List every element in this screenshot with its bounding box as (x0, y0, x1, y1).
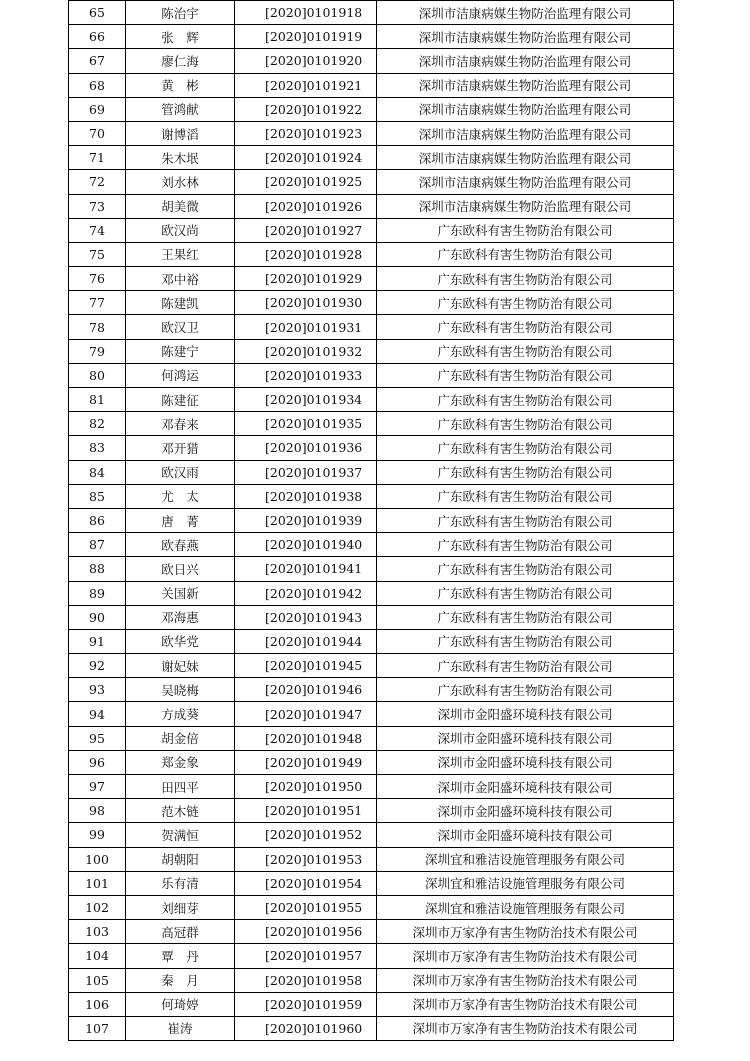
certificate-number: [2020]0101929 (235, 267, 377, 291)
person-name: 邓春来 (126, 412, 235, 436)
person-name: 尤 太 (126, 484, 235, 508)
organization-name: 广东欧科有害生物防治有限公司 (377, 388, 674, 412)
organization-name: 广东欧科有害生物防治有限公司 (377, 412, 674, 436)
row-number: 79 (69, 339, 126, 363)
organization-name: 深圳宜和雅洁设施管理服务有限公司 (377, 895, 674, 919)
certificate-number: [2020]0101938 (235, 484, 377, 508)
person-name: 欧华党 (126, 629, 235, 653)
organization-name: 深圳市金阳盛环境科技有限公司 (377, 726, 674, 750)
table-row (69, 73, 674, 97)
person-name: 田四平 (126, 775, 235, 799)
row-number: 99 (69, 823, 126, 847)
person-name: 崔涛 (126, 1016, 235, 1040)
row-number: 70 (69, 121, 126, 145)
table-row (69, 291, 674, 315)
table-row (69, 871, 674, 895)
certificate-number: [2020]0101960 (235, 1016, 377, 1040)
organization-name: 深圳市洁康病媒生物防治监理有限公司 (377, 121, 674, 145)
organization-name: 广东欧科有害生物防治有限公司 (377, 629, 674, 653)
organization-name: 深圳市洁康病媒生物防治监理有限公司 (377, 194, 674, 218)
organization-name: 深圳市洁康病媒生物防治监理有限公司 (377, 49, 674, 73)
certificate-number: [2020]0101939 (235, 508, 377, 532)
person-name: 谢妃妹 (126, 654, 235, 678)
row-number: 78 (69, 315, 126, 339)
person-name: 陈治宇 (126, 1, 235, 25)
certificate-number: [2020]0101957 (235, 944, 377, 968)
organization-name: 广东欧科有害生物防治有限公司 (377, 533, 674, 557)
table-row (69, 267, 674, 291)
organization-name: 广东欧科有害生物防治有限公司 (377, 484, 674, 508)
table-row (69, 920, 674, 944)
table-row (69, 750, 674, 774)
certificate-number: [2020]0101931 (235, 315, 377, 339)
person-name: 邓开猎 (126, 436, 235, 460)
person-name: 覃 丹 (126, 944, 235, 968)
row-number: 71 (69, 146, 126, 170)
row-number: 82 (69, 412, 126, 436)
certificate-number: [2020]0101955 (235, 895, 377, 919)
row-number: 102 (69, 895, 126, 919)
table-row (69, 436, 674, 460)
organization-name: 广东欧科有害生物防治有限公司 (377, 339, 674, 363)
person-name: 贺满恒 (126, 823, 235, 847)
certificate-number: [2020]0101935 (235, 412, 377, 436)
organization-name: 广东欧科有害生物防治有限公司 (377, 508, 674, 532)
table-row (69, 484, 674, 508)
table-row (69, 557, 674, 581)
certificate-number: [2020]0101923 (235, 121, 377, 145)
person-name: 欧汉雨 (126, 460, 235, 484)
certificate-number: [2020]0101940 (235, 533, 377, 557)
certificate-number: [2020]0101944 (235, 629, 377, 653)
table-row (69, 1, 674, 25)
organization-name: 深圳市万家净有害生物防治技术有限公司 (377, 968, 674, 992)
person-name: 管鸿献 (126, 97, 235, 121)
certificate-number: [2020]0101927 (235, 218, 377, 242)
table-row (69, 25, 674, 49)
person-name: 刘水林 (126, 170, 235, 194)
organization-name: 广东欧科有害生物防治有限公司 (377, 436, 674, 460)
certificate-number: [2020]0101941 (235, 557, 377, 581)
organization-name: 深圳市洁康病媒生物防治监理有限公司 (377, 1, 674, 25)
table-row (69, 895, 674, 919)
organization-name: 广东欧科有害生物防治有限公司 (377, 363, 674, 387)
row-number: 103 (69, 920, 126, 944)
person-name: 张 辉 (126, 25, 235, 49)
table-row (69, 726, 674, 750)
row-number: 107 (69, 1016, 126, 1040)
organization-name: 深圳市洁康病媒生物防治监理有限公司 (377, 73, 674, 97)
table-row (69, 508, 674, 532)
person-name: 胡美微 (126, 194, 235, 218)
certificate-number: [2020]0101920 (235, 49, 377, 73)
person-name: 高冠群 (126, 920, 235, 944)
organization-name: 广东欧科有害生物防治有限公司 (377, 218, 674, 242)
certificate-number: [2020]0101928 (235, 242, 377, 266)
table-row (69, 992, 674, 1016)
person-name: 刘细芽 (126, 895, 235, 919)
row-number: 96 (69, 750, 126, 774)
row-number: 76 (69, 267, 126, 291)
certificate-number: [2020]0101950 (235, 775, 377, 799)
certificate-number: [2020]0101943 (235, 605, 377, 629)
table-row (69, 702, 674, 726)
person-name: 邓中裕 (126, 267, 235, 291)
organization-name: 深圳市万家净有害生物防治技术有限公司 (377, 1016, 674, 1040)
table-row (69, 533, 674, 557)
person-name: 陈建征 (126, 388, 235, 412)
organization-name: 广东欧科有害生物防治有限公司 (377, 678, 674, 702)
row-number: 97 (69, 775, 126, 799)
table-row (69, 194, 674, 218)
row-number: 72 (69, 170, 126, 194)
row-number: 65 (69, 1, 126, 25)
table-row (69, 146, 674, 170)
organization-name: 广东欧科有害生物防治有限公司 (377, 605, 674, 629)
table-row (69, 218, 674, 242)
row-number: 66 (69, 25, 126, 49)
organization-name: 广东欧科有害生物防治有限公司 (377, 291, 674, 315)
person-name: 廖仁海 (126, 49, 235, 73)
organization-name: 深圳宜和雅洁设施管理服务有限公司 (377, 847, 674, 871)
row-number: 100 (69, 847, 126, 871)
row-number: 95 (69, 726, 126, 750)
table-row (69, 581, 674, 605)
person-name: 郑金象 (126, 750, 235, 774)
table-row (69, 678, 674, 702)
certificate-number: [2020]0101959 (235, 992, 377, 1016)
certificate-number: [2020]0101954 (235, 871, 377, 895)
row-number: 80 (69, 363, 126, 387)
table-row (69, 363, 674, 387)
row-number: 106 (69, 992, 126, 1016)
certificate-number: [2020]0101925 (235, 170, 377, 194)
certificate-number: [2020]0101945 (235, 654, 377, 678)
organization-name: 广东欧科有害生物防治有限公司 (377, 654, 674, 678)
row-number: 92 (69, 654, 126, 678)
organization-name: 深圳市洁康病媒生物防治监理有限公司 (377, 170, 674, 194)
table-row (69, 605, 674, 629)
person-name: 陈建宁 (126, 339, 235, 363)
organization-name: 深圳市万家净有害生物防治技术有限公司 (377, 992, 674, 1016)
organization-name: 深圳市金阳盛环境科技有限公司 (377, 823, 674, 847)
person-name: 乐有清 (126, 871, 235, 895)
organization-name: 深圳宜和雅洁设施管理服务有限公司 (377, 871, 674, 895)
certificate-number: [2020]0101947 (235, 702, 377, 726)
certificate-number: [2020]0101930 (235, 291, 377, 315)
person-name: 王果红 (126, 242, 235, 266)
certificate-number: [2020]0101951 (235, 799, 377, 823)
row-number: 67 (69, 49, 126, 73)
certificate-number: [2020]0101936 (235, 436, 377, 460)
person-name: 何琦婷 (126, 992, 235, 1016)
organization-name: 深圳市金阳盛环境科技有限公司 (377, 775, 674, 799)
row-number: 101 (69, 871, 126, 895)
certificate-list-table (68, 0, 674, 1041)
table-row (69, 242, 674, 266)
table-row (69, 49, 674, 73)
row-number: 104 (69, 944, 126, 968)
certificate-number: [2020]0101922 (235, 97, 377, 121)
table-row (69, 315, 674, 339)
certificate-number: [2020]0101924 (235, 146, 377, 170)
person-name: 朱木垊 (126, 146, 235, 170)
certificate-number: [2020]0101921 (235, 73, 377, 97)
certificate-number: [2020]0101926 (235, 194, 377, 218)
certificate-number: [2020]0101956 (235, 920, 377, 944)
organization-name: 深圳市金阳盛环境科技有限公司 (377, 799, 674, 823)
certificate-number: [2020]0101946 (235, 678, 377, 702)
organization-name: 深圳市金阳盛环境科技有限公司 (377, 702, 674, 726)
table-row (69, 412, 674, 436)
certificate-number: [2020]0101933 (235, 363, 377, 387)
certificate-number: [2020]0101953 (235, 847, 377, 871)
table-row (69, 847, 674, 871)
table-row (69, 823, 674, 847)
table-row (69, 799, 674, 823)
organization-name: 深圳市洁康病媒生物防治监理有限公司 (377, 25, 674, 49)
row-number: 87 (69, 533, 126, 557)
certificate-number: [2020]0101937 (235, 460, 377, 484)
certificate-number: [2020]0101948 (235, 726, 377, 750)
table-row (69, 460, 674, 484)
table-row (69, 339, 674, 363)
row-number: 86 (69, 508, 126, 532)
certificate-number: [2020]0101949 (235, 750, 377, 774)
row-number: 68 (69, 73, 126, 97)
table-row (69, 97, 674, 121)
person-name: 黄 彬 (126, 73, 235, 97)
organization-name: 深圳市万家净有害生物防治技术有限公司 (377, 920, 674, 944)
table-row (69, 944, 674, 968)
row-number: 93 (69, 678, 126, 702)
person-name: 范木链 (126, 799, 235, 823)
person-name: 邓海惠 (126, 605, 235, 629)
organization-name: 广东欧科有害生物防治有限公司 (377, 557, 674, 581)
table-row (69, 775, 674, 799)
row-number: 75 (69, 242, 126, 266)
certificate-number: [2020]0101942 (235, 581, 377, 605)
organization-name: 深圳市洁康病媒生物防治监理有限公司 (377, 97, 674, 121)
row-number: 88 (69, 557, 126, 581)
person-name: 方成葵 (126, 702, 235, 726)
person-name: 唐 菁 (126, 508, 235, 532)
person-name: 胡朝阳 (126, 847, 235, 871)
certificate-number: [2020]0101934 (235, 388, 377, 412)
row-number: 74 (69, 218, 126, 242)
person-name: 欧汉尚 (126, 218, 235, 242)
person-name: 欧春燕 (126, 533, 235, 557)
table-row (69, 170, 674, 194)
table-row (69, 654, 674, 678)
row-number: 84 (69, 460, 126, 484)
row-number: 91 (69, 629, 126, 653)
table-row (69, 388, 674, 412)
organization-name: 广东欧科有害生物防治有限公司 (377, 315, 674, 339)
certificate-number: [2020]0101958 (235, 968, 377, 992)
row-number: 90 (69, 605, 126, 629)
person-name: 欧日兴 (126, 557, 235, 581)
organization-name: 深圳市万家净有害生物防治技术有限公司 (377, 944, 674, 968)
certificate-number: [2020]0101952 (235, 823, 377, 847)
row-number: 89 (69, 581, 126, 605)
organization-name: 广东欧科有害生物防治有限公司 (377, 242, 674, 266)
certificate-number: [2020]0101932 (235, 339, 377, 363)
person-name: 关国新 (126, 581, 235, 605)
organization-name: 广东欧科有害生物防治有限公司 (377, 581, 674, 605)
row-number: 83 (69, 436, 126, 460)
table-row (69, 121, 674, 145)
organization-name: 深圳市金阳盛环境科技有限公司 (377, 750, 674, 774)
table-row (69, 629, 674, 653)
row-number: 69 (69, 97, 126, 121)
organization-name: 广东欧科有害生物防治有限公司 (377, 460, 674, 484)
person-name: 胡金倍 (126, 726, 235, 750)
person-name: 陈建凯 (126, 291, 235, 315)
certificate-number: [2020]0101918 (235, 1, 377, 25)
person-name: 欧汉卫 (126, 315, 235, 339)
table-body (69, 1, 674, 1041)
table-row (69, 1016, 674, 1040)
row-number: 85 (69, 484, 126, 508)
row-number: 77 (69, 291, 126, 315)
organization-name: 广东欧科有害生物防治有限公司 (377, 267, 674, 291)
row-number: 94 (69, 702, 126, 726)
organization-name: 深圳市洁康病媒生物防治监理有限公司 (377, 146, 674, 170)
row-number: 73 (69, 194, 126, 218)
person-name: 吴晓梅 (126, 678, 235, 702)
row-number: 105 (69, 968, 126, 992)
row-number: 81 (69, 388, 126, 412)
certificate-number: [2020]0101919 (235, 25, 377, 49)
person-name: 何鸿运 (126, 363, 235, 387)
person-name: 秦 月 (126, 968, 235, 992)
row-number: 98 (69, 799, 126, 823)
table-row (69, 968, 674, 992)
person-name: 谢博滔 (126, 121, 235, 145)
